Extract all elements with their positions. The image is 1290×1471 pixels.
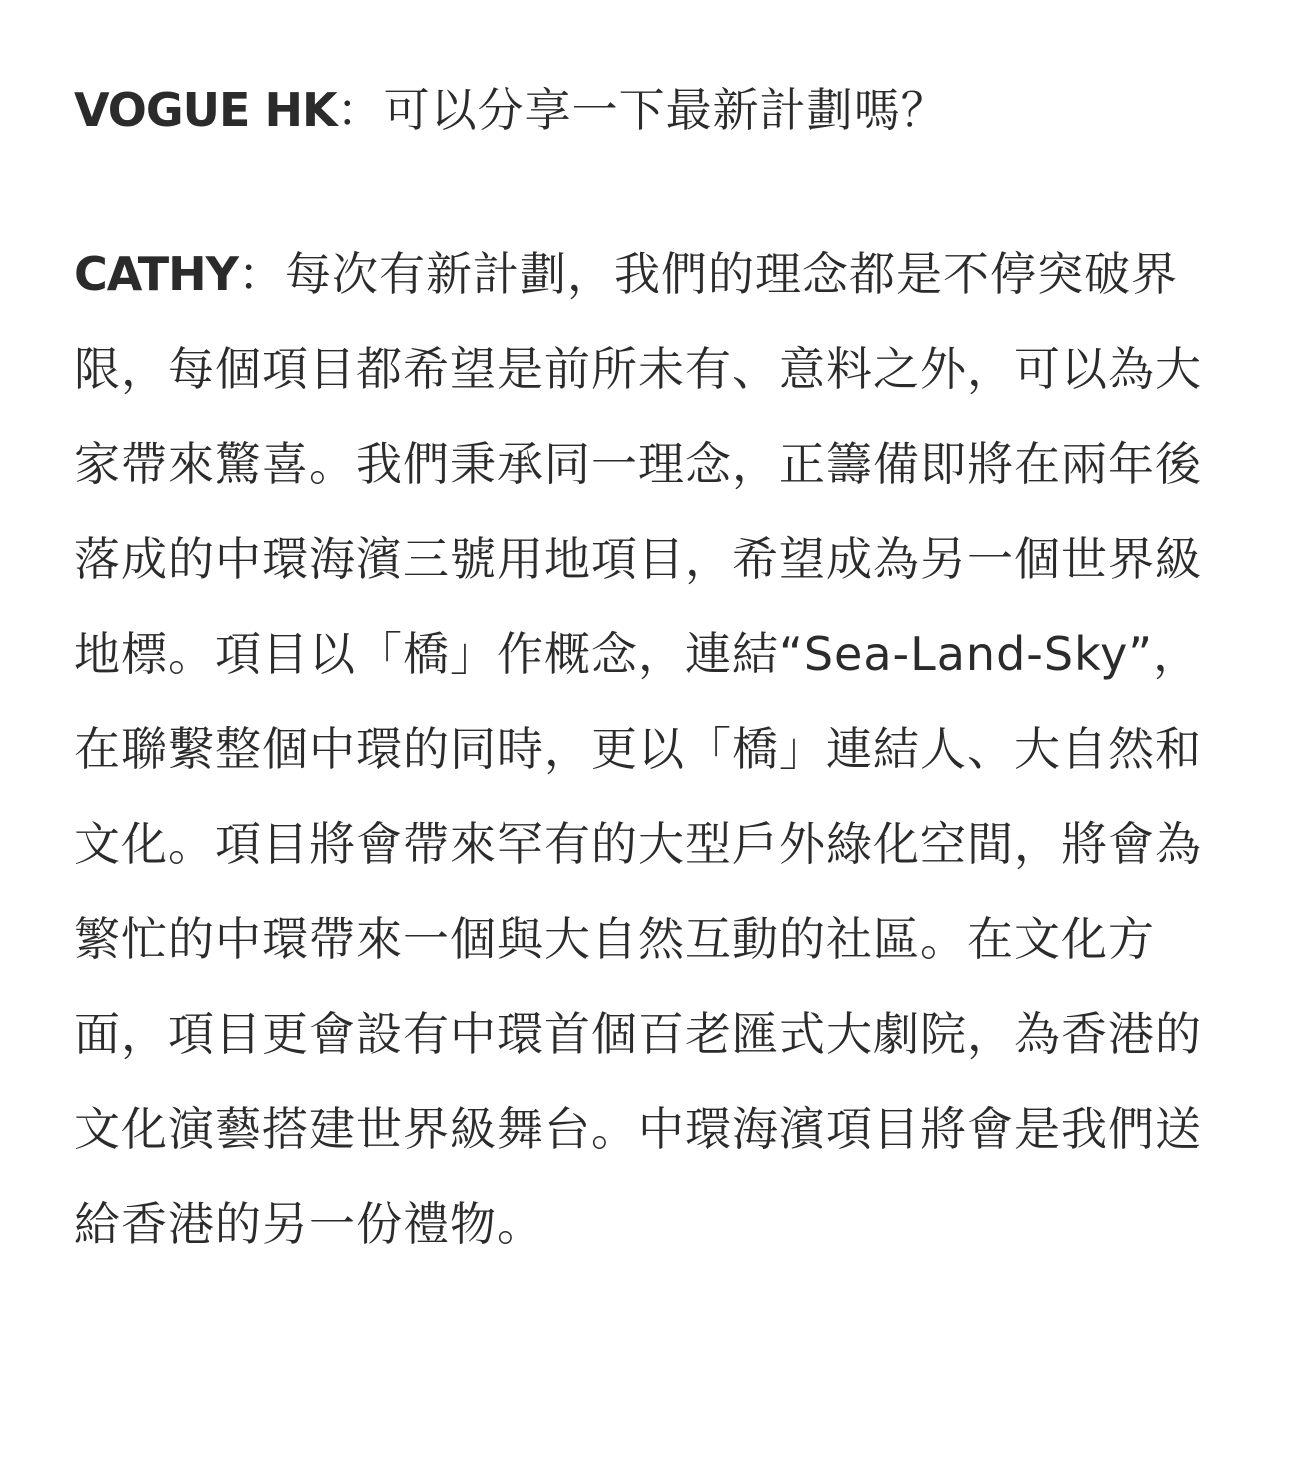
answer-separator: ： <box>237 247 285 301</box>
question-separator: ： <box>336 83 384 137</box>
answer-speaker: CATHY <box>74 247 238 301</box>
question-speaker: VOGUE HK <box>74 83 337 137</box>
interview-answer <box>74 227 1224 1272</box>
answer-text: 每次有新計劃，我們的理念都是不停突破界限，每個項目都希望是前所未有、意料之外，可以為大家帶來驚喜。我們秉承同一理念，正籌備即將在兩年後落成的中環海濱三號用地項目，希望成為另一個世界級地標。項目以「橋」作概念，連結“Sea-Land-Sky”，在聯繫整個中環的同時，更以「橋」連結人、大自然和文化。項目將會帶來罕有的大型戶外綠化空間，將會為繁忙的中環帶來一個與大自然互動的社區。在文化方面，項目更會設有中環首個百老匯式大劇院，為香港的文化演藝搭建世界級舞台。中環海濱項目將會是我們送給香港的另一份禮物。 <box>74 247 1202 1251</box>
interview-article <box>74 78 1224 1289</box>
interview-question <box>74 78 1224 142</box>
question-text: 可以分享一下最新計劃嗎？ <box>383 83 948 137</box>
